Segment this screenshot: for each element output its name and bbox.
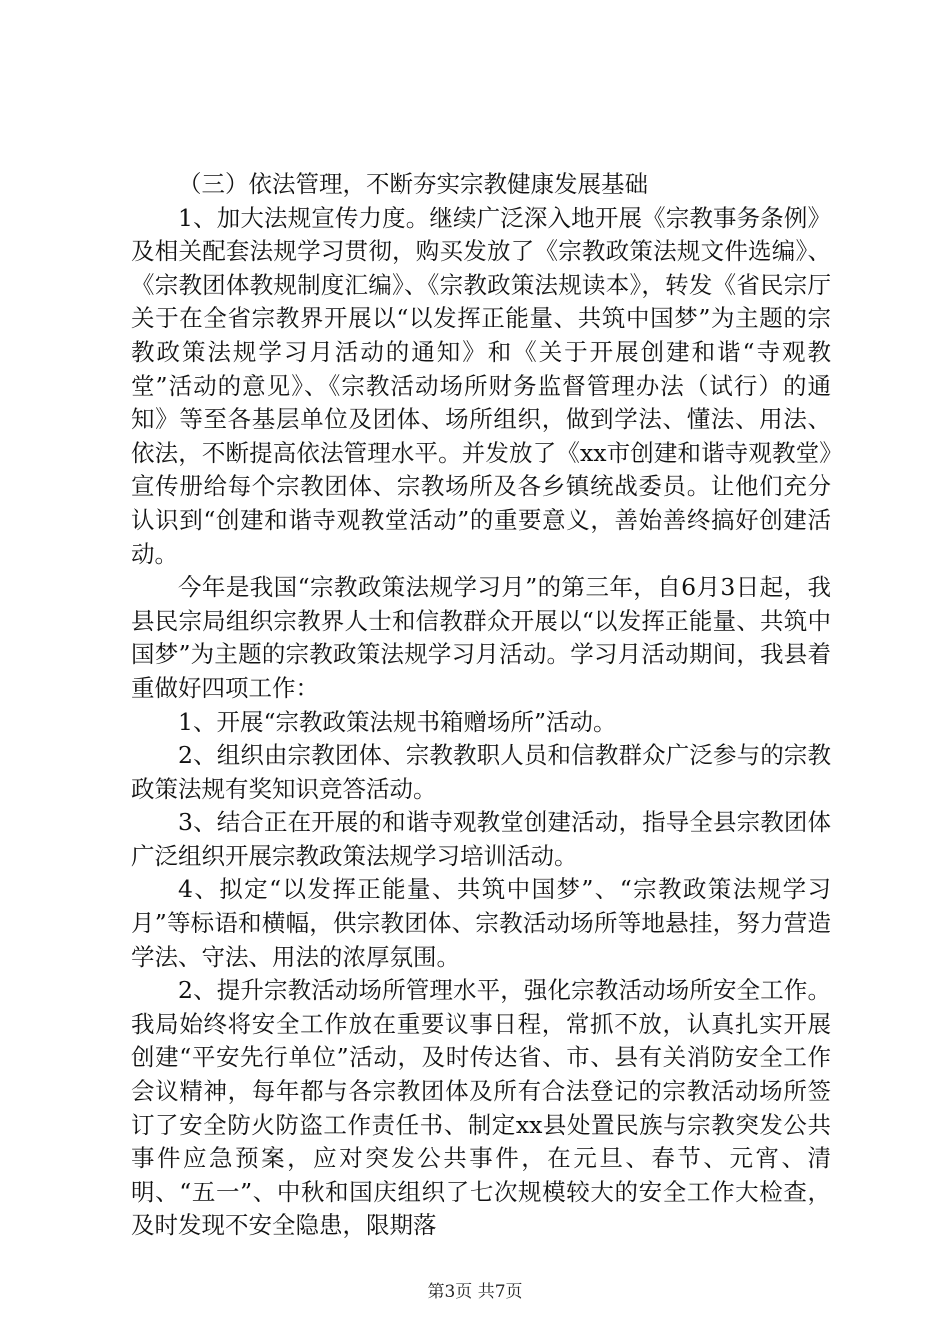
list-item-book-donation: 1、开展“宗教政策法规书箱赠场所”活动。 bbox=[178, 707, 617, 736]
section-heading: （三）依法管理，不断夯实宗教健康发展基础 bbox=[178, 170, 648, 198]
paragraph-regulation-publicity: 1、加大法规宣传力度。继续广泛深入地开展《宗教事务条例》及相关配套法规学习贯彻，购买发放了《宗教政策法规文件选编》、《宗教团体教规制度汇编》、《宗教政策法规读本》，转发《省民宗厅关于在全省宗教界开展以“以发挥正能量、共筑中国梦”为主题的宗教政策法规学习月活动的通知》和《关于开展创建和谐“寺观教堂”活动的意见》、《宗教活动场所财务监督管理办法（试行）的通知》等至各基层单位及团体、场所组织，做到学法、懂法、用法、依法，不断提高依法管理水平。并发放了《xx市创建和谐寺观教堂》宣传册给每个宗教团体、宗教场所及各乡镇统战委员。让他们充分认识到“创建和谐寺观教堂活动”的重要意义，善始善终搞好创建活动。 bbox=[131, 203, 831, 568]
paragraph-study-month: 今年是我国“宗教政策法规学习月”的第三年，自6月3日起，我县民宗局组织宗教界人士和信教群众开展以“以发挥正能量、共筑中国梦”为主题的宗教政策法规学习月活动。学习月活动期间，我县着重做好四项工作： bbox=[131, 573, 831, 702]
document-body bbox=[131, 168, 831, 1243]
list-item-quiz: 2、组织由宗教团体、宗教教职人员和信教群众广泛参与的宗教政策法规有奖知识竞答活动。 bbox=[131, 741, 831, 803]
list-item-slogans: 4、拟定“以发挥正能量、共筑中国梦”、“宗教政策法规学习月”等标语和横幅，供宗教团体、宗教活动场所等地悬挂，努力营造学法、守法、用法的浓厚氛围。 bbox=[131, 875, 831, 971]
paragraph-safety-management: 2、提升宗教活动场所管理水平，强化宗教活动场所安全工作。我局始终将安全工作放在重要议事日程，常抓不放，认真扎实开展创建“平安先行单位”活动，及时传达省、市、县有关消防安全工作会议精神，每年都与各宗教团体及所有合法登记的宗教活动场所签订了安全防火防盗工作责任书、制定xx县处置民族与宗教突发公共事件应急预案，应对突发公共事件，在元旦、春节、元宵、清明、“五一”、中秋和国庆组织了七次规模较大的安全工作大检查，及时发现不安全隐患，限期落 bbox=[131, 976, 831, 1240]
page-number-footer: 第3页 共7页 bbox=[427, 1282, 523, 1302]
list-item-training: 3、结合正在开展的和谐寺观教堂创建活动，指导全县宗教团体广泛组织开展宗教政策法规学习培训活动。 bbox=[131, 808, 831, 870]
